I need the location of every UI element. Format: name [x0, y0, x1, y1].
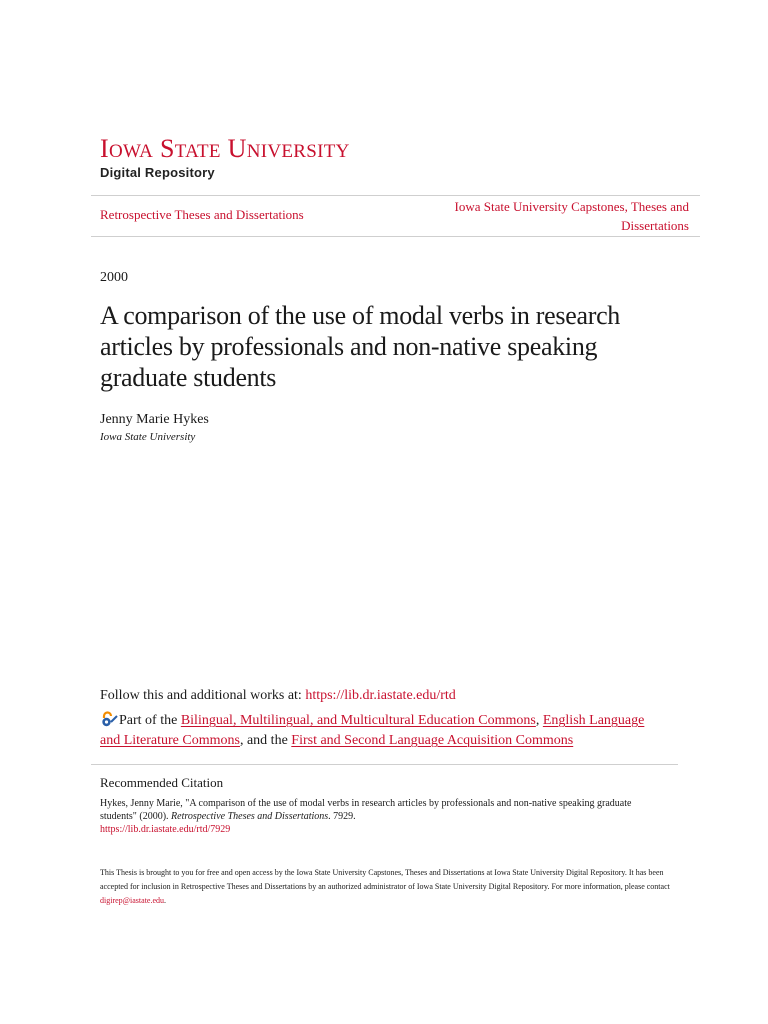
- divider-top: [91, 195, 700, 196]
- series-link-capstones[interactable]: Iowa State University Capstones, Theses and Dissertations: [454, 199, 689, 233]
- logo-smallcaps: OWA: [108, 141, 154, 162]
- logo-letter: U: [227, 134, 247, 163]
- author-name: Jenny Marie Hykes: [100, 412, 209, 427]
- citation-heading: Recommended Citation: [100, 775, 224, 790]
- commons-link-english[interactable]: English Language and Literature Commons: [100, 713, 645, 748]
- part-of-separator: ,: [535, 713, 543, 728]
- contact-email-link[interactable]: digirep@iastate.edu: [100, 896, 165, 905]
- divider-bottom: [91, 236, 700, 237]
- follow-url-link[interactable]: https://lib.dr.iastate.edu/rtd: [305, 688, 456, 703]
- citation-body: [100, 797, 660, 836]
- follow-line: [100, 688, 456, 704]
- citation-number: . 7929.: [328, 811, 356, 822]
- part-of-separator: , and the: [239, 733, 292, 748]
- logo-smallcaps: NIVERSITY: [246, 141, 350, 162]
- author-affiliation: Iowa State University: [100, 431, 196, 443]
- divider-citation: [91, 764, 678, 765]
- footer-end: .: [164, 896, 167, 905]
- commons-link-first-second-language[interactable]: First and Second Language Acquisition Commons: [291, 733, 574, 748]
- logo-letter: I: [100, 134, 109, 163]
- follow-prefix: Follow this and additional works at:: [100, 688, 306, 703]
- logo-subtitle: Digital Repository: [100, 165, 215, 180]
- publication-year: 2000: [100, 270, 128, 285]
- footer-text: This Thesis is brought to you for free and open access by the Iowa State University Capstones, Theses and Dissertations at Iowa State University Digital Repository. It has been accepted for inclusion in Retrospective Theses and Dissertations by an authorized administrator of Iowa State University Digital Repository. For more information, please contact: [100, 868, 670, 891]
- logo-smallcaps: TATE: [174, 141, 221, 162]
- series-link-retrospective[interactable]: Retrospective Theses and Dissertations: [100, 207, 304, 222]
- logo-wordmark: [100, 136, 350, 162]
- commons-link-bilingual[interactable]: Bilingual, Multilingual, and Multicultural Education Commons: [180, 713, 536, 728]
- document-title: A comparison of the use of modal verbs in research articles by professionals and non-native speaking graduate students: [100, 301, 621, 392]
- part-of-line: [100, 711, 660, 751]
- citation-text: Hykes, Jenny Marie, "A comparison of the use of modal verbs in research articles by professionals and non-native speaking graduate students" (2000).: [100, 798, 632, 822]
- part-of-prefix: Part of the: [119, 713, 181, 728]
- footer-notice: [100, 866, 680, 908]
- logo-letter: S: [159, 134, 175, 163]
- open-access-icon: [100, 711, 118, 727]
- citation-series: Retrospective Theses and Dissertations: [171, 811, 329, 822]
- citation-url-link[interactable]: https://lib.dr.iastate.edu/rtd/7929: [100, 824, 231, 835]
